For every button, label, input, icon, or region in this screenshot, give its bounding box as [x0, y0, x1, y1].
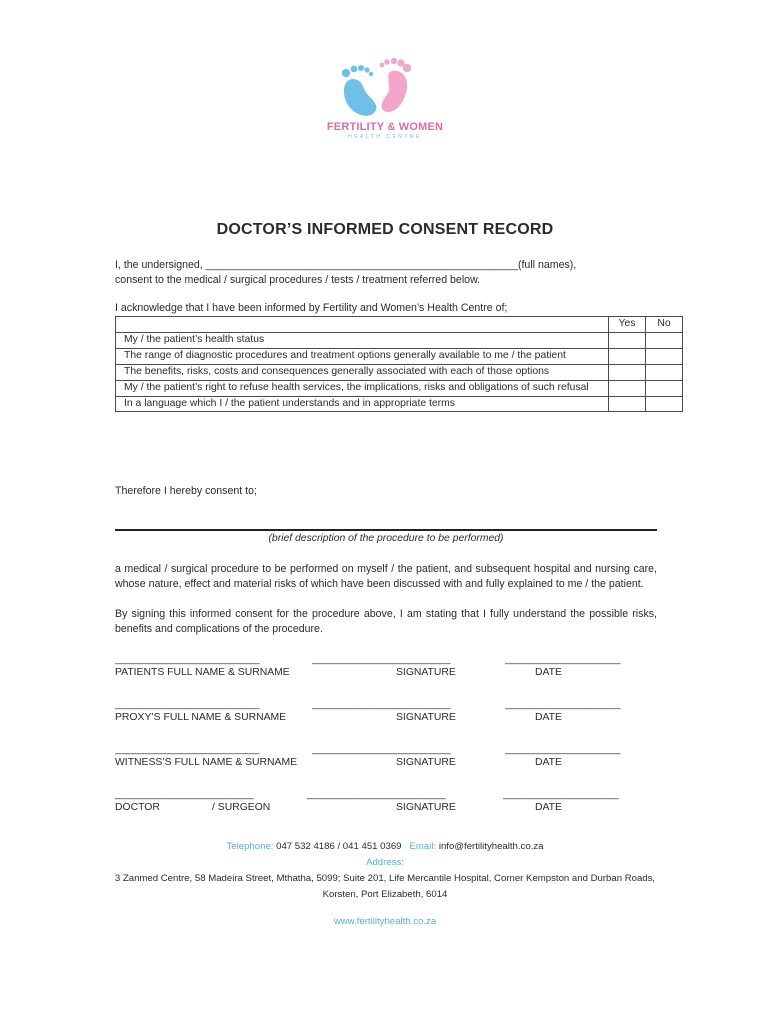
patient-name-line[interactable]: _________________________: [115, 654, 260, 665]
doctor-signature-line[interactable]: ________________________: [307, 789, 446, 800]
doctor-signature-label: SIGNATURE: [396, 802, 456, 813]
proxy-name-line[interactable]: _________________________: [115, 699, 260, 710]
no-checkbox-cell[interactable]: [646, 332, 683, 348]
witness-signature-label: SIGNATURE: [396, 757, 456, 768]
yes-checkbox-cell[interactable]: [609, 396, 646, 412]
yes-header: Yes: [609, 317, 646, 333]
doctor-name-line[interactable]: ________________________: [115, 789, 254, 800]
table-row: [116, 364, 683, 380]
table-header-blank: [116, 317, 609, 333]
patient-date-line[interactable]: ____________________: [505, 654, 621, 665]
surgeon-label: / SURGEON: [212, 802, 271, 813]
table-row-text: The range of diagnostic procedures and treatment options generally available to me / the patient: [116, 348, 609, 364]
acknowledge-text: I acknowledge that I have been informed by Fertility and Women’s Health Centre of;: [115, 302, 508, 314]
table-header-row: [116, 317, 683, 333]
witness-name-line[interactable]: _________________________: [115, 744, 260, 755]
yes-checkbox-cell[interactable]: [609, 364, 646, 380]
table-row-text: The benefits, risks, costs and consequences generally associated with each of those options: [116, 364, 609, 380]
procedure-description-line[interactable]: [115, 529, 657, 531]
no-header: No: [646, 317, 683, 333]
table-row: [116, 348, 683, 364]
acknowledgement-table: [115, 316, 683, 412]
consent-to-text: Therefore I hereby consent to;: [115, 485, 257, 497]
no-checkbox-cell[interactable]: [646, 380, 683, 396]
witness-date-label: DATE: [535, 757, 562, 768]
proxy-signature-line[interactable]: ________________________: [312, 699, 451, 710]
address-line-1: 3 Zanmed Centre, 58 Madeira Street, Mthatha, 5099; Suite 201, Life Mercantile Hospital, Corner Kempston and Durban Roads,: [114, 873, 656, 884]
table-row: [116, 380, 683, 396]
proxy-date-line[interactable]: ____________________: [505, 699, 621, 710]
no-checkbox-cell[interactable]: [646, 396, 683, 412]
body-paragraph-2: By signing this informed consent for the procedure above, I am stating that I fully understand the possible risks, benefits and complications of the procedure.: [115, 608, 657, 635]
page-title: DOCTOR’S INFORMED CONSENT RECORD: [216, 221, 554, 238]
table-row-text: In a language which I / the patient understands and in appropriate terms: [116, 396, 609, 412]
witness-signature-line[interactable]: ________________________: [312, 744, 451, 755]
table-row-text: My / the patient’s right to refuse health services, the implications, risks and obligations of such refusal: [116, 380, 609, 396]
doctor-date-label: DATE: [535, 802, 562, 813]
address-label: Address:: [366, 857, 404, 868]
intro-line-1: I, the undersigned, _____________________________________________________(full names),: [115, 259, 577, 271]
logo-subtitle: HEALTH CENTRE: [348, 134, 422, 140]
pink-foot-icon: [380, 58, 412, 112]
footer-contact: [0, 841, 770, 852]
no-checkbox-cell[interactable]: [646, 348, 683, 364]
witness-name-label: WITNESS’S FULL NAME & SURNAME: [115, 757, 298, 768]
table-row-text: My / the patient’s health status: [116, 332, 609, 348]
yes-checkbox-cell[interactable]: [609, 380, 646, 396]
proxy-signature-label: SIGNATURE: [396, 712, 456, 723]
telephone-label: Telephone:: [226, 841, 274, 852]
email-link[interactable]: info@fertilityhealth.co.za: [438, 841, 544, 852]
address-line-2: Korsten, Port Elizabeth, 6014: [322, 889, 448, 900]
email-label: Email:: [409, 841, 437, 852]
patient-signature-line[interactable]: ________________________: [312, 654, 451, 665]
telephone-number: 047 532 4186 / 041 451 0369: [276, 841, 402, 852]
patient-signature-label: SIGNATURE: [396, 667, 456, 678]
website-link[interactable]: www.fertilityhealth.co.za: [333, 916, 437, 927]
body-paragraph-1: a medical / surgical procedure to be performed on myself / the patient, and subsequent hospital and nursing care, whose nature, effect and material risks of which have been discussed with and fully explained to me / the patient.: [115, 563, 657, 590]
table-row: [116, 396, 683, 412]
witness-date-line[interactable]: ____________________: [505, 744, 621, 755]
proxy-date-label: DATE: [535, 712, 562, 723]
patient-name-label: PATIENTS FULL NAME & SURNAME: [115, 667, 290, 678]
table-row: [116, 332, 683, 348]
patient-date-label: DATE: [535, 667, 562, 678]
doctor-date-line[interactable]: ____________________: [503, 789, 619, 800]
doctor-name-label: DOCTOR: [115, 802, 160, 813]
yes-checkbox-cell[interactable]: [609, 348, 646, 364]
yes-checkbox-cell[interactable]: [609, 332, 646, 348]
procedure-description-caption: (brief description of the procedure to be performed): [268, 533, 504, 544]
intro-line-2: consent to the medical / surgical procedures / tests / treatment referred below.: [115, 274, 481, 286]
proxy-name-label: PROXY’S FULL NAME & SURNAME: [115, 712, 287, 723]
no-checkbox-cell[interactable]: [646, 364, 683, 380]
logo-title: FERTILITY & WOMEN: [326, 121, 444, 133]
